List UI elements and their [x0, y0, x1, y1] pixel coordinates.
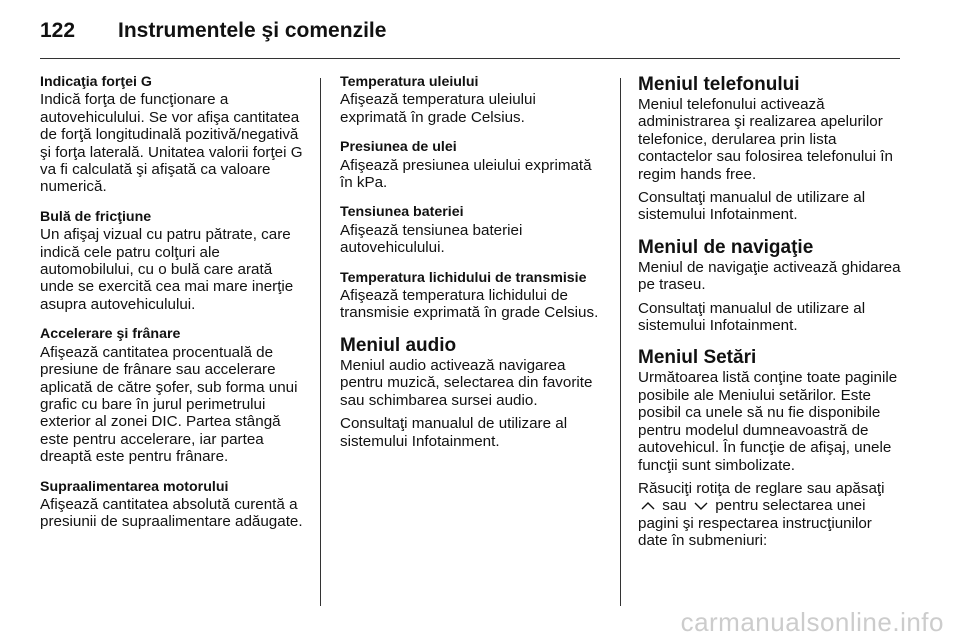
column-divider [320, 78, 321, 606]
section-g-force [40, 74, 306, 196]
section-heading: Meniul de navigaţie [638, 236, 814, 258]
section-text: Indică forţa de funcţionare a autovehiculului. Se vor afişa cantitatea de forţă longitudinală pozitivă/negativă şi forţa laterală. Unitatea valorii forţei G va fi calculată şi afişată ca valoare numerică. [40, 91, 303, 196]
section-heading: Accelerare şi frânare [40, 326, 181, 343]
section-text: Afişează cantitatea absolută curentă a presiunii de supraalimentare adăugate. [40, 495, 303, 531]
page-header [40, 18, 900, 48]
section-heading: Supraalimentarea motorului [40, 478, 229, 495]
column-2 [340, 74, 606, 463]
watermark: carmanualsonline.info [680, 607, 944, 637]
section-heading: Temperatura lichidului de transmisie [340, 269, 587, 286]
chevron-up-icon [640, 498, 656, 515]
section-heading: Bulă de fricţiune [40, 208, 152, 225]
column-divider [620, 78, 621, 606]
page-number: 122 [40, 19, 76, 42]
section-heading: Meniul Setări [638, 347, 757, 369]
section-audio-menu [340, 335, 606, 450]
section-oil-temperature [340, 74, 606, 126]
section-text: Afişează cantitatea procentuală de presiune de frânare sau accelerare aplicată de către şofer, sub forma unui grafic cu bare în jurul perimetrului exterior al zonei DIC. Partea stângă este pentru accelerare, iar partea dreaptă este pentru frânare. [40, 343, 298, 466]
section-heading: Presiunea de ulei [340, 139, 457, 156]
section-heading: Tensiunea bateriei [340, 204, 464, 221]
text-fragment: Răsuciţi rotiţa de reglare sau apăsaţi [638, 479, 885, 497]
section-heading: Temperatura uleiului [340, 74, 479, 90]
chevron-down-icon [693, 498, 709, 515]
section-oil-pressure [340, 139, 606, 191]
section-text: Afişează temperatura uleiului exprimată în grade Celsius. [340, 91, 536, 126]
section-boost [40, 479, 306, 531]
section-text: Consultaţi manualul de utilizare al sistemului Infotainment. [340, 415, 568, 450]
section-text-controls [638, 480, 904, 550]
section-accel-brake [40, 326, 306, 465]
section-text: Consultaţi manualul de utilizare al sistemului Infotainment. [638, 189, 866, 224]
header-rule [40, 58, 900, 59]
section-text: Meniul de navigaţie activează ghidarea pe traseu. [638, 258, 901, 294]
page-title: Instrumentele şi comenzile [118, 19, 387, 42]
text-fragment: sau [662, 497, 687, 515]
section-friction-bubble [40, 209, 306, 313]
text-fragment: pentru selectarea unei pagini şi respectarea instrucţiunilor date în submeniuri: [638, 497, 872, 550]
section-text: Afişează tensiunea bateriei autovehiculului. [340, 221, 523, 257]
column-1 [40, 74, 306, 544]
section-phone-menu [638, 74, 904, 224]
section-transmission-fluid [340, 270, 606, 322]
section-heading: Indicaţia forţei G [40, 74, 152, 90]
column-3 [638, 74, 904, 563]
section-heading: Meniul telefonului [638, 74, 800, 95]
section-battery-voltage [340, 204, 606, 256]
section-navigation-menu [638, 237, 904, 335]
section-heading: Meniul audio [340, 334, 457, 356]
section-settings-menu [638, 347, 904, 549]
section-text: Afişează presiunea uleiului exprimată în kPa. [340, 156, 592, 192]
section-text: Meniul audio activează navigarea pentru muzică, selectarea din favorite sau schimbarea sursei audio. [340, 356, 593, 409]
section-text: Afişează temperatura lichidului de transmisie exprimată în grade Celsius. [340, 287, 599, 322]
section-text: Un afişaj vizual cu patru pătrate, care indică cele patru colţuri ale automobilului, cu o bulă care arată unde se exercită cea mai mare inerţie asupra autovehiculului. [40, 226, 294, 313]
section-text: Consultaţi manualul de utilizare al sistemului Infotainment. [638, 299, 866, 335]
section-text: Meniul telefonului activează administrarea şi realizarea apelurilor telefonice, derularea prin lista contactelor sau folosirea telefonului în regim hands free. [638, 96, 893, 183]
section-text: Următoarea listă conţine toate paginile posibile ale Meniului setărilor. Este posibil ca unele să nu fie disponibile pentru modelul dumneavoastră de autovehicul. În funcţie de afişaj, unele funcţii sunt simbolizate. [638, 369, 898, 474]
